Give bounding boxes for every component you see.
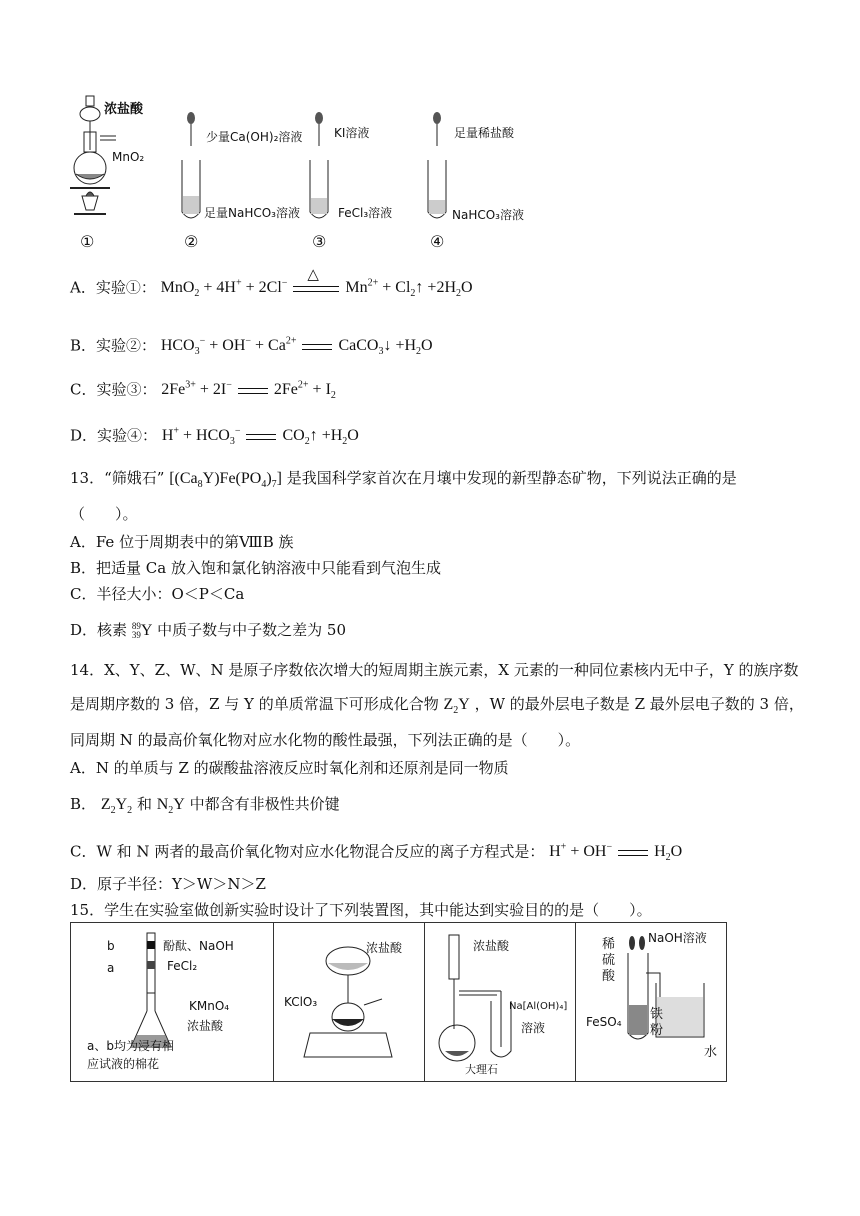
q14-option-c: C．W 和 N 两者的最高价氧化物对应水化物混合反应的离子方程式是： H+ + OH− $H_2O$ [70, 842, 683, 864]
label-fecl3: FeCl₃溶液 [338, 206, 393, 220]
heat-symbol: △ [307, 266, 319, 283]
nuclide-y-89: 89 39Y [131, 621, 153, 641]
label-ki: KI溶液 [334, 126, 370, 140]
label-nahco3: NaHCO₃溶液 [452, 208, 524, 222]
experiment-number-2: ② [184, 232, 199, 251]
formula-z2y: $Z_2Y$ [443, 696, 470, 717]
equation-b: $HCO_3^- + OH^- + Ca^{2+}$ CaCO$_3$↓ $+H_2O$ [160, 336, 433, 358]
q13-option-b: B．把适量 Ca 放入饱和氯化钠溶液中只能看到气泡生成 [70, 559, 441, 577]
apparatus-box-2: 浓盐酸 KClO₃ [274, 923, 425, 1082]
equation-neutralization: H+ + OH− $H_2O$ [549, 842, 683, 864]
label-mno2: MnO₂ [112, 150, 145, 164]
experiment-number-3: ③ [312, 232, 327, 251]
q13-paren: （ ）。 [70, 505, 138, 523]
label-hcl-dilute: 足量稀盐酸 [454, 126, 515, 140]
q14-option-b: B． $Z_2Y_2$ 和 $N_2Y$ 中都含有非极性共价键 [70, 795, 340, 817]
apparatus-2-drawing [176, 112, 206, 232]
q13-option-d: D．核素 89 39Y 中质子数与中子数之差为 50 [70, 621, 347, 641]
apparatus-box-4-drawing [620, 933, 720, 1053]
apparatus-box-4: NaOH溶液 稀 硫 酸 FeSO₄ 铁 粉 水 [576, 923, 727, 1082]
formula-changesite: $[(Ca_8Y)Fe(PO_4)_7]$ [169, 470, 282, 491]
q14-stem-line3: 同周期 N 的最高价氧化物对应水化物的酸性最强，下列法正确的是（ ）。 [70, 731, 581, 749]
q12-option-c: C．实验③： $2Fe^{3+} + 2I^-$ $2Fe^{2+} + I_2$ [70, 380, 336, 402]
formula-n2y: $N_2Y$ [156, 796, 185, 817]
equation-d: $H^+ + HCO_3^-$ $CO_2↑ +H_2O$ [161, 426, 359, 448]
q14-stem-line2: 是周期序数的 3 倍，Z 与 Y 的单质常温下可形成化合物 $Z_2Y$ ，W 的最外层电子数是 Z 最外层电子数的 3 倍， [70, 695, 804, 717]
q14-option-a: A．N 的单质与 Z 的碳酸盐溶液反应时氧化剂和还原剂是同一物质 [70, 759, 509, 777]
experiment-number-4: ④ [430, 232, 445, 251]
q14-stem-line1: 14．X、Y、Z、W、N 是原子序数依次增大的短周期主族元素，X 元素的一种同位素核内无中子，Y 的族序数 [70, 661, 799, 679]
q13-option-a: A．Fe 位于周期表中的第ⅧB 族 [70, 533, 294, 551]
equation-a: MnO$_2$ + 4H+ + 2Cl− △ $Mn^{2+}$ + $Cl_2↑ +2H_2O$ [160, 266, 473, 300]
q12-option-d: D．实验④： $H^+ + HCO_3^-$ $CO_2↑ +H_2O$ [70, 426, 359, 448]
q13-option-c: C．半径大小：O＜P＜Ca [70, 585, 245, 603]
q12-option-b: B．实验②： $HCO_3^- + OH^- + Ca^{2+}$ CaCO$_3$↓ $+H_2O$ [70, 336, 433, 358]
experiment-number-1: ① [80, 232, 95, 251]
label-ca-oh: 少量Ca(OH)₂溶液 [206, 130, 303, 144]
label-nahco3-excess: 足量NaHCO₃溶液 [204, 206, 300, 220]
formula-z2y2: $Z_2Y_2$ [100, 796, 133, 817]
q15-stem: 15．学生在实验室做创新实验时设计了下列装置图，其中能达到实验目的的是（ ）。 [70, 901, 652, 919]
label-conc-hcl: 浓盐酸 [104, 102, 144, 117]
q14-option-d: D．原子半径：Y＞W＞N＞Z [70, 875, 266, 893]
apparatus-box-1: b a 酚酞、NaOH FeCl₂ KMnO₄ 浓盐酸 a、b均为浸有相 应试液的棉花 [71, 923, 274, 1082]
q15-apparatus-table [70, 922, 727, 1082]
apparatus-box-3: 浓盐酸 Na[Al(OH)₄] 溶液 大理石 [425, 923, 576, 1082]
q13-stem: 13．“筛娥石” $[(Ca_8Y)Fe(PO_4)_7]$ 是我国科学家首次在月壤中发现的新型静态矿物，下列说法正确的是 [70, 469, 737, 491]
equation-c: $2Fe^{3+} + 2I^-$ $2Fe^{2+} + I_2$ [161, 380, 336, 402]
experiment-figure [0, 0, 860, 260]
apparatus-4-drawing [422, 112, 452, 232]
apparatus-3-drawing [304, 112, 334, 232]
q12-option-a: A．实验①： MnO$_2$ + 4H+ + 2Cl− △ $Mn^{2+}$ + $Cl_2↑ +2H_2O$ [70, 266, 473, 300]
